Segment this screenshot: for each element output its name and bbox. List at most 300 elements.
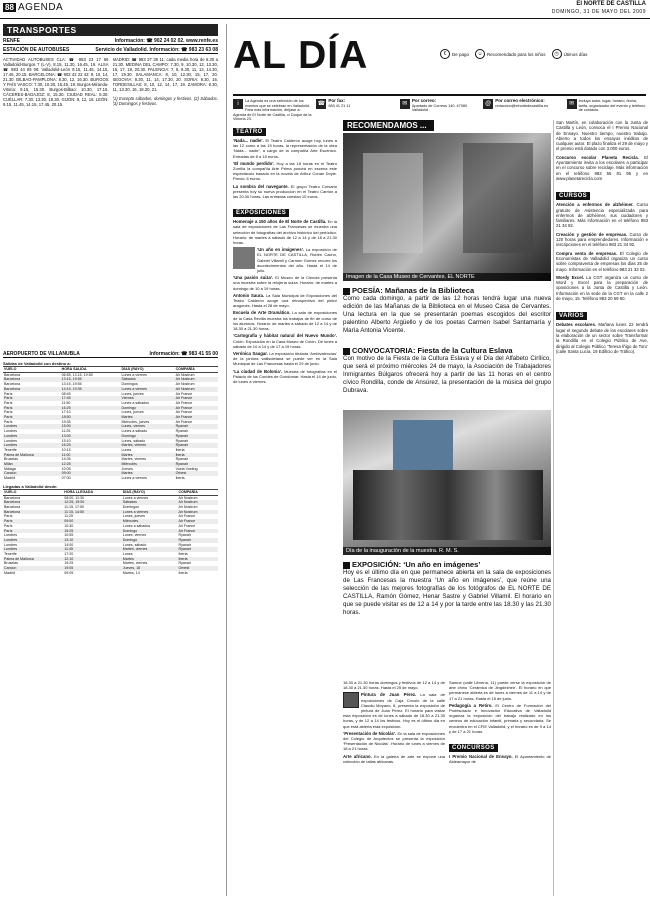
arrival-cell: 19:05: [63, 566, 122, 571]
arrival-cell: Londres: [3, 538, 63, 543]
departure-cell: Miércoles, jueves: [121, 419, 150, 424]
departure-cell: 17:10: [61, 410, 71, 415]
teatro-label: TEATRO: [233, 128, 266, 136]
departure-cell: París: [4, 419, 13, 424]
departure-cell: Lunes, sábado: [121, 438, 146, 443]
arrival-cell: Jueves, 18: [122, 566, 178, 571]
expo-item-text: La Sala Municipal de Exposiciones del Teatro Calderón acoge una retrospectiva del pintor aragonés. Hasta el 28 de mayo.: [233, 292, 337, 309]
varios-text: Mañana lunes 22 tendrá lugar el segundo debate de los escolares sobre la elaboración de un sector sobre Transformar la Rondilla en el Colegio Público de Ave, dirigido al Colegio Público ‘Teresa Íñigo de Toro’ (calle Santa Lucía, 19 Edificio de Tráfico).: [556, 322, 648, 354]
arrival-cell: 13:10: [63, 538, 122, 543]
departure-cell: Ryanair: [175, 438, 188, 443]
arrival-cell: 11:45: [63, 547, 122, 552]
arrival-cell: Lunes a viernes: [122, 510, 178, 515]
departure-cell: Iberia: [175, 447, 185, 452]
transportes-title: TRANSPORTES: [3, 24, 218, 36]
legend-pago: [440, 49, 469, 59]
departure-cell: Ryanair: [175, 429, 188, 434]
photo1-caption: Imagen de la Casa Museo de Cervantes. EL NORTE: [343, 273, 551, 281]
arrival-cell: Martes: [122, 557, 178, 562]
expo-item-text: La exposición de EL NORTE DE CASTILLA, Rubén Cacho, Gabriel Villamil y Carmen Gómez recorre los acontecimientos del año. Hasta el 14 de julio.: [257, 247, 337, 274]
arrival-cell: Air France: [178, 514, 196, 519]
info-bar: [233, 94, 646, 122]
arrival-cell: Barcelona: [4, 495, 21, 500]
concursos-label: CONCURSOS: [449, 744, 498, 752]
recomendamos-label: RECOMENDAMOS ...: [343, 120, 434, 131]
departure-cell: Londres: [3, 424, 61, 429]
pedagogia-title: Pedagogía a Retiro.: [449, 702, 493, 708]
departure-cell: Lunes: [121, 447, 132, 452]
arrival-cell: París: [3, 519, 63, 524]
concurso-title: I Premio Nacional de Ensayo.: [449, 754, 513, 760]
departure-cell: Air France: [175, 406, 218, 411]
arrival-cell: Ryanair: [178, 538, 218, 543]
departure-col-header: HORA SALIDA: [61, 367, 121, 372]
teatro-item: [233, 184, 337, 200]
arrival-cell: Ryanair: [178, 547, 218, 552]
arrival-cell: Bruselas: [4, 561, 18, 566]
departures-title: Salidas de Valladolid con destino a:: [3, 361, 218, 367]
airport-title: AEROPUERTO DE VILLANUBLA: [3, 351, 80, 357]
arrival-cell: Sábados: [122, 500, 178, 505]
departure-cell: Ryanair: [175, 462, 218, 467]
photo-panel-shape: [393, 420, 453, 470]
arrival-cell: Londres: [4, 542, 17, 547]
departure-cell: 11:00: [61, 453, 121, 458]
arrival-cell: 17:20: [64, 552, 74, 557]
envelope-icon: ✉: [567, 99, 577, 109]
departure-cell: 06:55, 13.15, 19.55: [61, 372, 93, 377]
arrival-row: [3, 571, 218, 576]
arrival-cell: Martes, viernes: [122, 561, 148, 566]
departure-cell: 10:05: [61, 466, 71, 471]
departure-row: [3, 476, 218, 481]
departure-cell: Air France: [175, 400, 193, 405]
arrival-cell: París: [4, 514, 13, 519]
expo-item-title: Antonio Saura.: [233, 292, 265, 298]
arrival-cell: Barcelona: [4, 504, 21, 509]
arrival-cell: Air France: [178, 529, 218, 534]
expo-item-title: ‘Cartografía y hábitat natural del Nuevo Mundo’.: [233, 333, 337, 339]
arrival-cell: 11:15, 14:50: [63, 510, 122, 515]
info-fax-title: Por fax:: [328, 98, 346, 103]
arrival-cell: Lunes a sábados: [122, 523, 151, 528]
departure-cell: 17:45: [61, 396, 121, 401]
departure-cell: Martes: [121, 453, 175, 458]
arrival-cell: Barcelona: [3, 500, 63, 505]
far-right-column: [556, 120, 648, 896]
expo-item-text: La exposición titulada ‘Ambivalencias’ de la pintora vallisoletana se puede ver en la Sala Municipal de Las Francesas hasta el 29 de junio.: [233, 350, 337, 367]
departure-cell: Air France: [175, 419, 193, 424]
concurso-item: [449, 754, 551, 764]
departure-cell: Ryanair: [175, 424, 218, 429]
departure-cell: Londres: [3, 434, 61, 439]
arrival-col-header: VUELO: [3, 490, 63, 495]
pintura-item: [343, 692, 445, 728]
nicolas-item: [343, 731, 445, 752]
expo-item: [233, 333, 337, 349]
curso-item: [556, 275, 648, 301]
info-correo: [400, 99, 479, 122]
departure-cell: Iberia: [175, 476, 185, 481]
departure-cell: Lunes a viernes: [121, 372, 147, 377]
legend-ultimos: [552, 49, 588, 59]
pedagogia-item: [449, 703, 551, 734]
curso-text: Curso de 120 horas para emprendedores. Información e inscripciones en el teléfono 983 21 34 92.: [556, 231, 648, 248]
departure-cell: París: [4, 410, 13, 415]
far-right-top: [556, 120, 648, 152]
departure-cell: 16:25: [61, 443, 121, 448]
airport-info: Información: ☎ 983 41 55 00: [149, 351, 218, 357]
departure-cell: 11:25: [61, 429, 71, 434]
departure-cell: 08:45: [61, 391, 71, 396]
arrival-cell: 08:00, 11:30: [64, 495, 84, 500]
departure-cell: Air Nostrum: [175, 382, 195, 387]
arrival-cell: Martes, viernes: [122, 547, 178, 552]
arrival-cell: Palma de Mallorca: [3, 557, 63, 562]
departure-cell: 13:15, 19:55: [61, 377, 121, 382]
renfe-label: RENFE: [3, 38, 20, 44]
teatro-item-title: ‘Nada... nadie’.: [233, 138, 264, 143]
arrival-cell: Ryanair: [178, 561, 191, 566]
pintura-title: Pintura de Juan Pérez.: [361, 692, 417, 698]
departures-table: [3, 367, 218, 481]
arrival-cell: 09:05: [64, 570, 74, 575]
at-icon: @: [485, 101, 492, 107]
departure-cell: Milán: [3, 462, 61, 467]
arrival-cell: Ryanair: [178, 542, 191, 547]
departure-cell: París: [4, 391, 13, 396]
departure-cell: 15:10: [61, 438, 71, 443]
arrival-cell: Madrid: [4, 570, 15, 575]
departure-cell: 11:50: [61, 400, 71, 405]
issue-date: DOMINGO, 31 DE MAYO DEL 2009: [551, 9, 646, 15]
arrival-cell: 14:00: [64, 542, 74, 547]
legend-ultimos-label: Útimos días: [563, 51, 588, 57]
info-fax-text: 983 41 21 11: [328, 103, 351, 108]
bus-footnote: (1) Excepto sábados, domingos y festivos. (2) Sábados. (3) Domingos y festivos.: [112, 96, 218, 106]
arrival-cell: Iberia: [178, 570, 188, 575]
departure-cell: Air Nostrum: [175, 377, 218, 382]
arrival-cell: 09:00: [63, 519, 122, 524]
departure-cell: Barcelona: [4, 372, 21, 377]
expo-item-title: ‘Un año en imágenes’.: [257, 247, 305, 253]
arrival-cell: Martes, 14: [122, 570, 140, 575]
arrival-cell: Air Nostrum: [178, 495, 198, 500]
clock-icon: ◷: [552, 49, 562, 59]
arrival-cell: Air Nostrum: [178, 500, 218, 505]
arte-title: Arte africano.: [343, 753, 372, 759]
departure-cell: Lunes a sábados: [121, 400, 149, 405]
legend-ninos: [475, 49, 546, 59]
departure-cell: Barcelona: [4, 382, 21, 387]
departure-cell: Martes: [121, 415, 175, 420]
convocatoria-title: CONVOCATORIA: Fiesta de la Cultura Eslava: [352, 346, 513, 355]
departure-cell: Cancún: [3, 471, 61, 476]
departure-cell: Martes, viernes: [121, 443, 175, 448]
mid-col1-text: 18.30 a 21.30 horas domingos y festivos de 12 a 14 y de 18.30 a 21.30 horas. Hasta el 25 de mayo.: [343, 680, 445, 691]
planeta-title: Concurso escolar Planeta Recicla.: [556, 154, 639, 160]
column-divider: [553, 120, 554, 896]
expo-item-text: El Museo de la Ciencia presenta una muestra sobre la relojería suiza. Horario: de martes a domingo de 10 a 19 horas.: [233, 275, 337, 291]
bus-text-col-2: [113, 57, 219, 345]
poesia-text: Como cada domingo, a partir de las 12 horas tendrá lugar una nueva edición de las Mañanas de la Biblioteca en el Museo Casa de Cervantes. Una lectura en la que se presentarán poemas escogidos del escritor palentino Alberto Argüello y de los poetas Carmen Isabel Santamaría y María Antonia Vicente.: [343, 295, 551, 334]
arrival-cell: Domingos: [122, 504, 139, 509]
mid-bottom-col-1: [343, 680, 445, 896]
departure-cell: Domingos: [121, 382, 138, 387]
arrival-cell: 19:25: [64, 561, 74, 566]
departure-cell: Lunes, jueves: [121, 410, 144, 415]
expo-recomendada-block: [343, 560, 551, 617]
departure-cell: 13:00: [61, 434, 121, 439]
convocatoria-heading: [343, 346, 551, 355]
arrivals-table: [3, 490, 218, 576]
expo-item-text: Muestra de fotografías en el Palacio de los Condes de Gondomar. Hasta el 14 de junio, de lunes a viernes.: [233, 368, 337, 384]
departure-cell: Martes, viernes: [121, 457, 147, 462]
departure-cell: 10:15: [61, 447, 71, 452]
departure-cell: 07:00: [61, 476, 71, 481]
expo-item-title: Verónica Saugar.: [233, 350, 268, 356]
square-bullet-icon: [343, 288, 350, 295]
arrival-cell: Ryanair: [178, 533, 191, 538]
info-correo-text: Apartado de Correos 140. 47080 Valladolid: [411, 103, 468, 112]
departure-cell: 18:50: [61, 415, 121, 420]
departure-cell: 14:35: [61, 457, 71, 462]
teatro-item: [233, 161, 337, 182]
arrival-cell: Cancún: [3, 566, 63, 571]
departure-cell: 19:35: [61, 419, 71, 424]
arrival-cell: 11:15, 17:50: [64, 504, 84, 509]
departure-cell: Ryanair: [175, 434, 218, 439]
expo-thumbnail: [233, 247, 255, 269]
arte-item: [343, 754, 445, 764]
arrival-cell: Londres: [3, 547, 63, 552]
teatro-item-text: El Teatro Calderón acoge hoy, lunes a las 12 como a las 19 horas, la representación de la obra ‘Nada... nadie’, a cargo de la compañía Arte Escénico. Entradas de 8 a 15 euros.: [233, 138, 337, 159]
planeta-item: [556, 155, 648, 181]
transportes-section: [3, 24, 218, 896]
arrival-cell: Lunes, jueves: [122, 514, 145, 519]
poesia-heading: [343, 286, 551, 295]
arrival-col-header: HORA LLEGADA: [63, 490, 122, 495]
teatro-expo-column: [233, 120, 337, 896]
departure-cell: Tenerife: [4, 447, 17, 452]
curso-item: [556, 232, 648, 248]
expo-item-text: En la sala de exposiciones de Las Francesas se muestra una selección de fotografías del archivo histórico del periódico. Horario: de martes a sábado de 12 a 14 y de 18 a 21.30 horas.: [233, 219, 337, 246]
arrival-cell: 12:10: [63, 557, 122, 562]
expo-item-text: La sala de exposiciones de la Casa Revilla muestra los trabajos de fin de curso de los alumnos. Horario: de martes a sábado de 12 a 14 y de 18.30 a 21.30 horas.: [233, 310, 337, 332]
varios-item: [556, 322, 648, 354]
arrival-cell: Orbest: [178, 566, 218, 571]
curso-title: Creación y gestión de empresas.: [556, 231, 628, 237]
expo-item: [233, 219, 337, 245]
arrival-cell: 10:55: [64, 533, 74, 538]
departure-cell: Londres: [4, 438, 17, 443]
expo-item: [233, 275, 337, 291]
cursos-label: CURSOS: [556, 192, 590, 200]
departure-cell: Palma de Mallorca: [3, 453, 61, 458]
photo-crowd-shape: [353, 470, 543, 540]
arrival-cell: Air France: [178, 523, 196, 528]
expo-item-text: Colón. Exposición en la Casa Museo de Colón. De lunes a sábado de 10 a 14 y de 17 a 19 horas.: [233, 338, 337, 349]
departure-cell: Barcelona: [3, 377, 61, 382]
legend-ninos-label: Recomendado para los niños: [487, 51, 546, 57]
arrival-cell: París: [3, 529, 63, 534]
arrival-col-header: COMPAÑÍA: [178, 490, 218, 495]
info-intro: [233, 99, 312, 122]
departure-cell: Londres: [4, 429, 17, 434]
square-bullet-icon: [343, 348, 350, 355]
arrivals-title: Llegadas a Valladolid desde:: [3, 484, 218, 490]
info-incluya: [567, 99, 646, 122]
arrival-col-header: DÍAS (RAYO): [122, 490, 178, 495]
curso-text: La CGT organiza un curso de Word y Excel para la preparación de oposiciones a la Junta de Castilla y León. Información en la sede de la CGT en la calle 2 de mayo, 15. Teléfono 983 20 59 60.: [556, 274, 648, 302]
expo-recomendada-title: EXPOSICIÓN: ‘Un año en imágenes’: [352, 560, 481, 569]
info-email-text: redaccion@elnortedecastilla.es: [495, 103, 549, 108]
expo-item: [233, 247, 337, 273]
arrival-cell: Miércoles: [122, 519, 178, 524]
arrival-cell: 15:25: [63, 529, 122, 534]
al-dia-title: AL DÍA: [233, 34, 369, 77]
expo-item-title: ‘Una pasión suiza’.: [233, 275, 274, 281]
varios-title: Debates escolares.: [556, 322, 597, 328]
departure-cell: Jueves: [121, 466, 133, 471]
departure-col-header: DÍAS (RAYO): [121, 367, 175, 372]
bus-text-col-1: ACTIVIDAD AUTOBUSES CLA: ☎ 983 23 17 66 Valladolid-Burgos 7 (L-V), 8.15, 11.30, 16.45, 19. ALSA ☎ 983 44 06 06: Valladolid-León 9.15, 11.45, 14.15, 17.45, 20.15. BARCELONA: ☎ 902 42 22 42: 9, 10, 14, 21.30. BILBAO-PAMPLONA: 8.30, 12, 16.30. BURGOS Y PAÍS VASCO: 7.30, 10.30, 15.45, 19. Burgos-Miranda-Vitoria: 9.15, 15.30. Burgos-Bilbao: 10.30, 17.15. CÁCERES-BADAJOZ: 8, 15.30. CIUDAD REAL: 9.30. CUÉLLAR: 7.30, 13.30, 19.30. GIJÓN: 9, 12, 18. LEÓN: 9.15, 11.45, 14.15, 17.45, 20.15.: [3, 57, 109, 107]
arrival-cell: Domingo: [122, 538, 178, 543]
arrival-cell: 11:25: [64, 514, 74, 519]
arrival-cell: Tenerife: [4, 552, 17, 557]
mail-icon: ✉: [400, 99, 410, 109]
departure-cell: Martes: [121, 471, 175, 476]
pedagogia-text: El Centro de Formación del Profesorado e Innovación Educativa de Valladolid organiza la exposición del trabajo realizado en los centros de educación infantil, primaria y secundaria. Se encuentra en el CFIE Valladolid, y el horario es de 9 a 14 y de 17 a 21 horas.: [449, 702, 551, 734]
arrival-cell: Barcelona: [3, 510, 63, 515]
curso-text: El Colegio de Economistas de Valladolid organiza un curso sobre compraventa de empresas los días 25 de mayo. Información en el teléfono 983 21 33 02.: [556, 250, 648, 272]
pintura-text: La sala de exposiciones de Caja Círculo de la calle Claudio Moyano, 8, presenta la exposición de pintura de Juan Pérez. El horario para visitar esta exposición es de lunes a sábado de 18.30 a 21.30 horas, y de 12 a 14 los festivos. Hoy es el último día en que está abierta esta exposición.: [343, 692, 445, 729]
departure-col-header: COMPAÑÍA: [175, 367, 218, 372]
newspaper-name: El NORTE DE CASTILLA: [576, 1, 646, 7]
departure-cell: 14:15, 19:35: [61, 387, 121, 392]
curso-title: Compra venta de empresas.: [556, 250, 618, 256]
departure-cell: Viernes: [121, 396, 175, 401]
euro-icon: €: [440, 49, 450, 59]
departure-cell: París: [3, 406, 61, 411]
bus-station-title: ESTACIÓN DE AUTOBUSES: [3, 47, 70, 53]
info-incluya-text: Incluya autor, lugar, horario, fecha, tarifa, organizador del evento y teléfono de contacto.: [578, 99, 646, 112]
page-number: 88: [5, 3, 14, 12]
concurso-text: El Ayuntamiento de Aldeamayor de: [449, 754, 551, 765]
convocatoria-text: Con motivo de la Fiesta de la Cultura Eslava y el Día del Alfabeto Cirílico, que será el próximo miércoles 24 de mayo, la Asociación de Trabajadores Inmigrantes Búlgaros ofrecerá hoy a partir de las 11 horas en el centro cívico Rondilla, conde de Ansúrez, la presentación de la música del grupo Dubrava.: [343, 355, 551, 394]
departure-cell: Málaga: [4, 466, 16, 471]
departure-col-header: VUELO: [3, 367, 61, 372]
departure-cell: Lunes, jueves: [121, 391, 144, 396]
bus-text-col-2-body: MADRID: ☎ 983 27 39 11: cada media hora de 6.30 a 21.30. MEDINA DEL CAMPO: 7.30, 9, 10.30, 12, 13.30, 15, 17, 19, 20.30. PALENCIA: 7, 8, 9.30, 11, 13, 14.30, 17, 19.30. SALAMANCA: 8, 10, 12.30, 15, 17, 20. SEGOVIA: 8.30, 11, 14, 17.30, 20. SORIA: 9.30, 16. TORDESILLAS: 8, 10, 12, 14, 17, 19. ZAMORA: 8.30, 11, 13.30, 16, 18.30, 21.: [112, 57, 218, 92]
departure-cell: Lunes a viernes: [121, 387, 175, 392]
info-email: [483, 99, 562, 122]
departure-cell: Iberia: [175, 453, 218, 458]
photo-door-shape: [463, 143, 533, 253]
teatro-item: [233, 138, 337, 159]
expo-item: [233, 351, 337, 367]
legend: [440, 49, 587, 59]
photo-window-shape: [363, 153, 423, 253]
poesia-block: [343, 286, 551, 335]
departure-cell: Ryanair: [175, 457, 188, 462]
planeta-text: El Ayuntamiento invita a los escolares a participar en el concurso sobre reciclaje. Más información en el teléfono 983 55 81 95 y en www.planetarecicla.com: [556, 154, 648, 181]
convocatoria-block: [343, 346, 551, 395]
curso-title: Wordy Excel.: [556, 274, 584, 280]
teatro-item-title: ‘El mundo perdido’.: [233, 160, 275, 166]
teatro-item-text: Hoy a las 18 horas en el Teatro Zorrilla la compañía Arte Prima pondrá en escena este espectáculo basado en la novela de Arthur Conan Doyle. Precio: 6 euros.: [233, 160, 337, 182]
far-right-top-text: San Martín, en colaboración con la Junta de Castilla y León, convoca el I Premio Nacional de Ensayo. Nuestro tiempo, nuestro trabajo. Abierto a todos los ensayos inéditos de cualquier autor. El plazo finaliza el 29 de mayo y el premio está dotado con 3.000 euros.: [556, 120, 648, 152]
expo-recomendada-heading: [343, 560, 551, 569]
info-email-title: Por correo electrónico:: [495, 98, 545, 103]
departure-cell: 09:00: [61, 471, 121, 476]
departure-cell: Lunes a sábado: [121, 429, 148, 434]
info-intro-text: La Agenda es una selección de los eventos que se celebran en Valladolid. Para más información, diríjase a: Agenda de El Norte de Castilla, c/ Duque de la Victoria 23.: [233, 99, 312, 121]
arrival-cell: París: [4, 523, 13, 528]
arrival-cell: Iberia: [178, 557, 218, 562]
curso-item: [556, 251, 648, 272]
bus-header: [3, 47, 218, 54]
departure-cell: 15:00: [61, 424, 121, 429]
departure-cell: París: [3, 396, 61, 401]
renfe-info: Información: ☎ 902 24 02 02. www.renfe.es: [114, 38, 218, 44]
departure-cell: Air France: [175, 391, 193, 396]
nicolas-title: ‘Presentación de Nicolás’.: [343, 730, 397, 736]
departure-cell: Miércoles: [121, 462, 175, 467]
arrival-cell: Domingo: [122, 529, 178, 534]
curso-text: Curso gratuito de Asistencia especializada para enfermos de alzhéimer, sus cuidadores y familiares. Más información en el teléfono 983 21 34 92.: [556, 202, 648, 229]
departure-cell: Barcelona: [3, 387, 61, 392]
casa-cervantes-photo: [343, 133, 551, 281]
departure-cell: 16:25: [61, 406, 121, 411]
departure-cell: 12:25: [61, 462, 121, 467]
arrival-cell: Air Nostrum: [178, 504, 198, 509]
teatro-item-text: El grupo Teatro Corsario presenta hoy su nueva producción en el Teatro Carrión a las 20.30 horas. Las entradas cuestan 10 euros.: [233, 183, 337, 200]
departure-cell: Air France: [175, 415, 218, 420]
expo-item: [233, 369, 337, 385]
bus-timetable: [3, 57, 218, 345]
legend-pago-label: De pago: [452, 51, 470, 57]
departure-cell: Londres: [3, 443, 61, 448]
info-fax: [316, 99, 395, 122]
expo-item: [233, 293, 337, 309]
arte-text: En la galería de arte se expone una colección de tallas africanas.: [343, 753, 445, 764]
departure-cell: Ryanair: [175, 443, 218, 448]
departure-cell: Sábados: [121, 377, 175, 382]
departure-cell: Domingo: [121, 406, 175, 411]
departure-cell: Orbest: [175, 471, 218, 476]
column-divider: [226, 24, 227, 896]
departure-cell: Air France: [175, 396, 218, 401]
mid-col2-text: Samue (calle Librería, 11) puede verse la exposición de arte chino ‘Cerámica de Jingdezhen’. El horario en que permanece abierta es de lunes a viernes de 11 a 14 y de 17 a 21 horas. Hasta el 15 de junio.: [449, 680, 551, 701]
pintura-thumbnail: [343, 692, 359, 708]
square-bullet-icon: [343, 562, 350, 569]
departure-cell: 13:15, 19:55: [61, 382, 82, 387]
nicolas-text: En la sala de exposiciones del Colegio de Arquitectos se presenta la exposición ‘Presentación de Nicolás’. Horario de lunes a viernes de 18 a 21 horas.: [343, 730, 445, 752]
bus-station-info: Servicio de Valladolid. Información: ☎ 983 23 63 08: [95, 47, 218, 53]
departure-cell: Bruselas: [4, 457, 18, 462]
mid-bottom-col-2: [449, 680, 551, 896]
renfe-header: [3, 38, 218, 45]
departure-cell: Vuela Vueling: [175, 466, 198, 471]
curso-item: [556, 202, 648, 228]
arrival-cell: Air France: [178, 519, 218, 524]
child-icon: ☺: [475, 49, 485, 59]
departure-cell: París: [3, 415, 61, 420]
expo-recomendada-text: Hoy es el último día en que permanece abierta en la sala de exposiciones de Las Francesas la muestra ‘Un año en imágenes’, que reúne una selección de las mejores fotografías de los fotógrafos de EL NORTE DE CASTILLA, Ramón Gómez, Henar Sastre y Gabriel Villamil. El horario en que se puede visitar es de 12 a 14 y por la tarde entre las 18.30 y las 21.30 horas.: [343, 569, 551, 616]
departure-cell: Domingo: [121, 434, 175, 439]
arrival-cell: Air Nostrum: [178, 510, 218, 515]
